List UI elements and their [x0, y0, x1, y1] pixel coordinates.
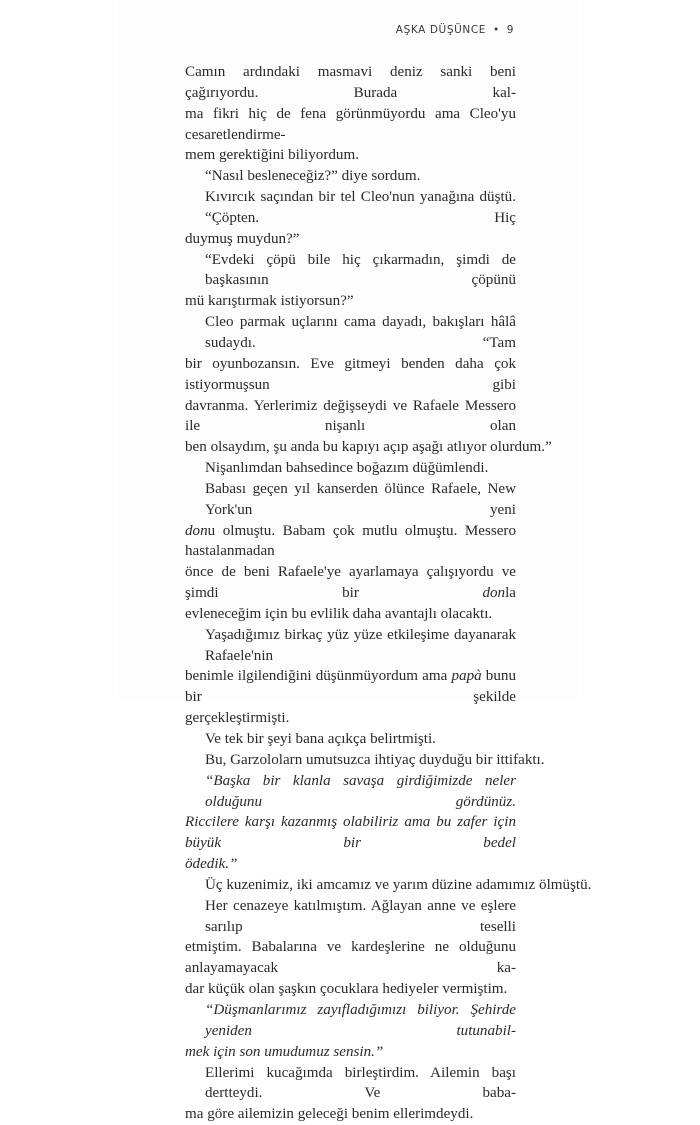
text-line: ma fikri hiç de fena görünmüyordu ama Cleo'yu cesaretlendirme-: [185, 105, 516, 143]
header-separator: •: [492, 24, 500, 36]
text-line: Babası geçen yıl kanserden ölünce Rafaele, New York'un yeni: [205, 480, 516, 518]
text-line: bir oyunbozansın. Eve gitmeyi benden daha çok istiyormuşsun gibi: [185, 355, 516, 393]
text-span: u olmuştu. Babam çok mutlu olmuştu. Messero hastalanmadan: [185, 522, 516, 560]
text-line: [185, 666, 516, 708]
text-span: bunu bir şekilde: [185, 668, 516, 706]
text-span: la: [505, 585, 516, 602]
text-line: Ve tek bir şeyi bana açıkça belirtmişti.: [205, 731, 436, 747]
text-line: ödedik.”: [185, 856, 238, 873]
text-line: “Evdeki çöpü bile hiç çıkarmadın, şimdi de başkasının çöpünü: [205, 251, 516, 289]
italic-word: don: [185, 522, 208, 539]
book-title: AŞKA DÜŞÜNCE: [395, 24, 487, 36]
text-span: benimle ilgilendiğini düşünmüyordum ama: [185, 668, 452, 685]
body-text: [185, 62, 592, 1125]
italic-word: don: [482, 585, 506, 602]
text-line: “Başka bir klanla savaşa girdiğimizde neler olduğunu gördünüz.: [205, 772, 516, 810]
text-line: Her cenazeye katılmıştım. Ağlayan anne ve eşlere sarılıp teselli: [205, 897, 516, 935]
text-line: Nişanlımdan bahsedince boğazım düğümlendi.: [205, 460, 489, 477]
text-line: [185, 521, 516, 563]
text-line: duymuş muydun?”: [185, 230, 300, 247]
text-line: “Nasıl besleneceğiz?” diye sordum.: [205, 168, 421, 185]
text-line: ma göre ailemizin geleceği benim ellerimdeydi.: [185, 1106, 474, 1123]
text-line: mem gerektiğini biliyordum.: [185, 147, 359, 164]
text-line: “Düşmanlarımız zayıfladığımızı biliyor. Şehirde yeniden tutunabil-: [205, 1001, 516, 1039]
text-line: Kıvırcık saçından bir tel Cleo'nun yanağına düştü. “Çöpten. Hiç: [205, 189, 516, 226]
text-line: [185, 562, 516, 604]
text-line: mü karıştırmak istiyorsun?”: [185, 293, 354, 310]
page-number: 9: [506, 24, 514, 36]
text-line: mek için son umudumuz sensin.”: [185, 1043, 384, 1060]
text-line: Üç kuzenimiz, iki amcamız ve yarım düzine adamımız ölmüştü.: [205, 876, 592, 893]
text-span: önce de beni Rafaele'ye ayarlamaya çalışıyordu ve şimdi bir: [185, 564, 516, 602]
text-line: davranma. Yerlerimiz değişseydi ve Rafaele Messero ile nişanlı olan: [185, 397, 516, 435]
text-line: Cleo parmak uçlarını cama dayadı, bakışları hâlâ sudaydı. “Tam: [205, 314, 516, 351]
text-line: etmiştim. Babalarına ve kardeşlerine ne olduğunu anlayamayacak ka-: [185, 939, 516, 977]
text-line: evleneceğim için bu evlilik daha avantajlı olacaktı.: [185, 605, 493, 622]
running-header: [396, 24, 514, 36]
text-line: Ellerimi kucağımda birleştirdim. Ailemin başı dertteydi. Ve baba-: [205, 1064, 516, 1102]
text-line: Bu, Garzololarn umutsuzca ihtiyaç duyduğu bir ittifaktı.: [205, 751, 545, 768]
text-line: Yaşadığımız birkaç yüz yüze etkileşime dayanarak Rafaele'nin: [205, 626, 516, 664]
text-line: gerçekleştirmişti.: [185, 710, 290, 727]
text-line: ben olsaydım, şu anda bu kapıyı açıp aşağı atlıyor olurdum.”: [185, 439, 552, 456]
text-line: Riccilere karşı kazanmış olabiliriz ama bu zafer için büyük bir bedel: [185, 814, 516, 852]
text-line: dar küçük olan şaşkın çocuklara hediyeler vermiştim.: [185, 981, 508, 998]
text-line: Camın ardındaki masmavi deniz sanki beni çağırıyordu. Burada kal-: [185, 64, 516, 101]
italic-word: papà: [451, 668, 482, 685]
